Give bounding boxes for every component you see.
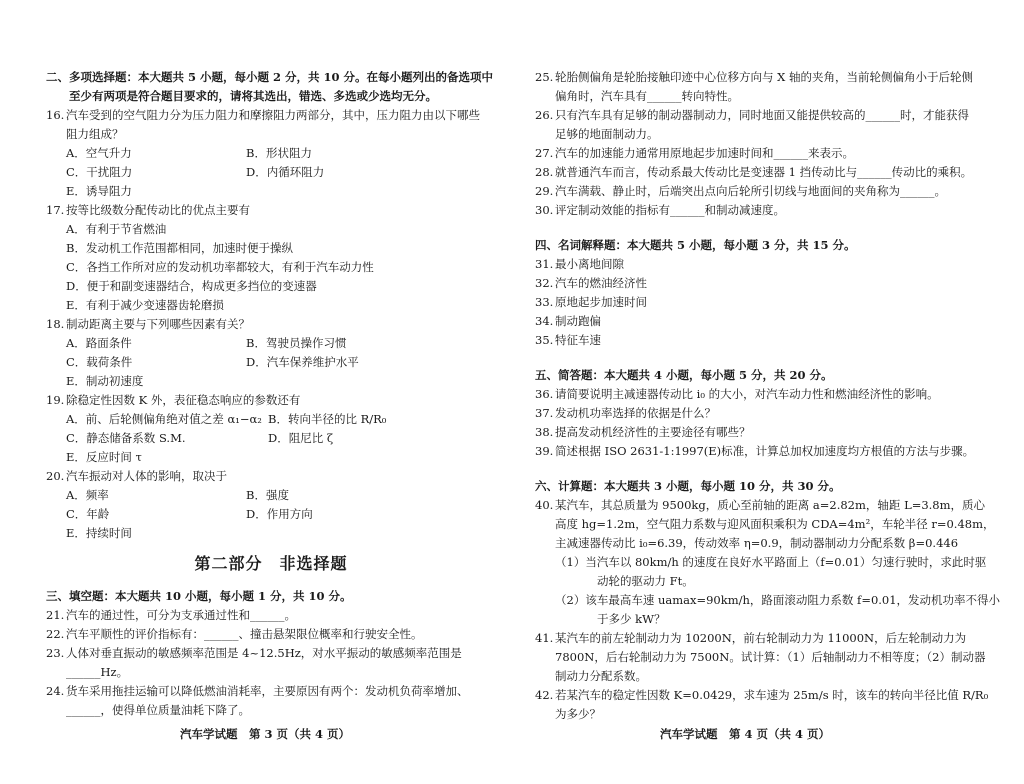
option-row: [46, 429, 496, 448]
question-19: [46, 391, 496, 467]
question-text: 请简要说明主减速器传动比 i₀ 的大小，对汽车动力性和燃油经济性的影响。: [555, 387, 939, 401]
answer-option: B．发动机工作范围都相同，加速时便于操纵: [66, 241, 293, 255]
question-18: [46, 315, 496, 391]
question-29: [535, 182, 1005, 201]
question-text-continued: 偏角时，汽车具有______转向特性。: [555, 89, 739, 103]
question-text: 汽车的通过性，可分为支承通过性和______。: [66, 608, 296, 622]
option-row: [46, 353, 496, 372]
page-3-column: [46, 68, 496, 720]
answer-option: D．内循环阻力: [246, 165, 325, 179]
answer-option: D．汽车保养维护水平: [246, 355, 359, 369]
question-first-line: [535, 182, 1005, 201]
question-number: 27.: [535, 146, 554, 160]
question-20: [46, 467, 496, 543]
option-row: [46, 182, 496, 201]
question-first-line: [46, 644, 496, 663]
question-text: 某汽车的前左轮制动力为 10200N，前右轮制动力为 11000N，后左轮制动力为: [555, 631, 967, 645]
question-first-line: [46, 467, 496, 486]
answer-option: E．反应时间 τ: [66, 450, 142, 464]
part-title: 第二部分 非选择题: [194, 554, 348, 573]
question-first-line: [535, 163, 1005, 182]
question-text: 按等比级数分配传动比的优点主要有: [66, 203, 250, 217]
question-first-line: [535, 255, 1005, 274]
question-number: 40.: [535, 498, 554, 512]
question-first-line: [46, 391, 496, 410]
question-text: 人体对垂直振动的敏感频率范围是 4~12.5Hz，对水平振动的敏感频率范围是: [66, 646, 462, 660]
question-text: 评定制动效能的指标有______和制动减速度。: [555, 203, 785, 217]
answer-option: A．空气升力: [66, 146, 132, 160]
section-heading: [535, 477, 1005, 496]
sub-question: [535, 591, 1005, 629]
question-number: 24.: [46, 684, 65, 698]
question-31: [535, 255, 1005, 274]
question-number: 41.: [535, 631, 554, 645]
question-number: 23.: [46, 646, 65, 660]
option-row: [46, 144, 496, 163]
question-26: [535, 106, 1005, 144]
question-40: [535, 496, 1005, 629]
question-first-line: [535, 404, 1005, 423]
answer-option: B．转向半径的比 R/R₀: [268, 412, 387, 426]
question-number: 19.: [46, 393, 65, 407]
question-first-line: [535, 442, 1005, 461]
question-first-line: [535, 686, 1005, 705]
answer-option: A．频率: [66, 488, 109, 502]
sub-question-line: （2）该车最高车速 uamax=90km/h，路面滚动阻力系数 f=0.01，发动机功率不得小: [555, 593, 1001, 607]
question-text: 就普通汽车而言，传动系最大传动比是变速器 1 挡传动比与______传动比的乘积。: [555, 165, 973, 179]
question-number: 39.: [535, 444, 554, 458]
answer-option: E．有利于减少变速器齿轮磨损: [66, 298, 224, 312]
question-first-line: [535, 331, 1005, 350]
heading-line: 四、名词解释题：本大题共 5 小题，每小题 3 分，共 15 分。: [535, 238, 856, 252]
question-first-line: [535, 496, 1005, 515]
question-text: 汽车振动对人体的影响，取决于: [66, 469, 227, 483]
sub-question-line: 动轮的驱动力 Ft。: [597, 574, 694, 588]
option-row: [46, 258, 496, 277]
question-text: 除稳定性因数 K 外，表征稳态响应的参数还有: [66, 393, 301, 407]
question-text: 汽车满载、静止时，后端突出点向后轮所引切线与地面间的夹角称为______。: [555, 184, 946, 198]
question-text-continued: 足够的地面制动力。: [555, 127, 659, 141]
question-first-line: [535, 423, 1005, 442]
answer-option: E．持续时间: [66, 526, 132, 540]
question-first-line: [535, 385, 1005, 404]
question-text: 发动机功率选择的依据是什么？: [555, 406, 716, 420]
question-text: 原地起步加速时间: [555, 295, 647, 309]
question-number: 38.: [535, 425, 554, 439]
option-row: [46, 163, 496, 182]
question-first-line: [46, 606, 496, 625]
option-row: [46, 296, 496, 315]
section-heading: [535, 236, 1005, 255]
section-heading: [46, 68, 496, 106]
question-number: 36.: [535, 387, 554, 401]
question-number: 31.: [535, 257, 554, 271]
question-number: 42.: [535, 688, 554, 702]
answer-option: A．有利于节省燃油: [66, 222, 167, 236]
option-row: [46, 505, 496, 524]
answer-option: E．制动初速度: [66, 374, 144, 388]
question-number: 37.: [535, 406, 554, 420]
answer-option: C．年龄: [66, 507, 110, 521]
question-number: 29.: [535, 184, 554, 198]
option-row: [46, 486, 496, 505]
question-number: 17.: [46, 203, 65, 217]
page-3-footer: 汽车学试题 第 3 页（共 4 页）: [180, 727, 351, 741]
answer-option: D．便于和副变速器结合，构成更多挡位的变速器: [66, 279, 317, 293]
question-number: 25.: [535, 70, 554, 84]
sub-question-line: （1）当汽车以 80km/h 的速度在良好水平路面上（f=0.01）匀速行驶时，求此时驱: [555, 555, 987, 569]
question-number: 34.: [535, 314, 554, 328]
question-28: [535, 163, 1005, 182]
question-35: [535, 331, 1005, 350]
question-number: 22.: [46, 627, 65, 641]
answer-option: B．驾驶员操作习惯: [246, 336, 347, 350]
question-text: 汽车的加速能力通常用原地起步加速时间和______来表示。: [555, 146, 854, 160]
option-row: [46, 239, 496, 258]
heading-line: 三、填空题：本大题共 10 小题，每小题 1 分，共 10 分。: [46, 589, 352, 603]
question-text: 汽车的燃油经济性: [555, 276, 647, 290]
heading-line: 六、计算题：本大题共 3 小题，每小题 10 分，共 30 分。: [535, 479, 841, 493]
question-text: 特征车速: [555, 333, 601, 347]
answer-option: A．前、后轮侧偏角绝对值之差 α₁−α₂: [66, 412, 262, 426]
question-number: 35.: [535, 333, 554, 347]
question-text: 制动跑偏: [555, 314, 601, 328]
question-number: 16.: [46, 108, 65, 122]
question-16: [46, 106, 496, 201]
question-text: 轮胎侧偏角是轮胎接触印迹中心位移方向与 X 轴的夹角，当前轮侧偏角小于后轮侧: [555, 70, 973, 84]
question-first-line: [535, 293, 1005, 312]
question-37: [535, 404, 1005, 423]
question-36: [535, 385, 1005, 404]
question-33: [535, 293, 1005, 312]
question-first-line: [46, 201, 496, 220]
question-number: 26.: [535, 108, 554, 122]
answer-option: C．各挡工作所对应的发动机功率都较大，有利于汽车动力性: [66, 260, 374, 274]
question-text: 最小离地间隙: [555, 257, 624, 271]
sub-question-line: 于多少 kW？: [597, 612, 666, 626]
option-row: [46, 372, 496, 391]
question-text-continued: ______，使得单位质量油耗下降了。: [66, 703, 250, 717]
question-text: 简述根据 ISO 2631-1:1997(E)标准，计算总加权加速度均方根值的方法与步骤。: [555, 444, 975, 458]
option-row: [46, 448, 496, 467]
answer-option: E．诱导阻力: [66, 184, 132, 198]
sub-question: [535, 553, 1005, 591]
question-text-continued: 制动力分配系数。: [555, 669, 647, 683]
question-number: 21.: [46, 608, 65, 622]
answer-option: D．阻尼比 ζ: [268, 431, 334, 445]
question-text-continued: 阻力组成？: [66, 127, 124, 141]
answer-option: D．作用方向: [246, 507, 313, 521]
question-first-line: [46, 106, 496, 125]
question-24: [46, 682, 496, 720]
question-first-line: [535, 629, 1005, 648]
question-25: [535, 68, 1005, 106]
question-first-line: [46, 682, 496, 701]
question-38: [535, 423, 1005, 442]
question-39: [535, 442, 1005, 461]
question-number: 33.: [535, 295, 554, 309]
option-row: [46, 410, 496, 429]
question-first-line: [46, 625, 496, 644]
answer-option: C．载荷条件: [66, 355, 133, 369]
page-4-column: [535, 68, 1005, 724]
section-heading: [46, 587, 496, 606]
question-text: 货车采用拖挂运输可以降低燃油消耗率，主要原因有两个：发动机负荷率增加、: [66, 684, 469, 698]
question-text: 制动距离主要与下列哪些因素有关？: [66, 317, 250, 331]
question-32: [535, 274, 1005, 293]
question-17: [46, 201, 496, 315]
question-first-line: [535, 144, 1005, 163]
question-34: [535, 312, 1005, 331]
page-4-footer: 汽车学试题 第 4 页（共 4 页）: [660, 727, 831, 741]
question-number: 20.: [46, 469, 65, 483]
question-text: 提高发动机经济性的主要途径有哪些？: [555, 425, 751, 439]
question-first-line: [535, 312, 1005, 331]
option-row: [46, 277, 496, 296]
question-first-line: [535, 68, 1005, 87]
question-22: [46, 625, 496, 644]
question-text-continued: 为多少？: [555, 707, 601, 721]
question-first-line: [46, 315, 496, 334]
option-row: [46, 524, 496, 543]
question-text-continued: 主减速器传动比 i₀=6.39，传动效率 η=0.9，制动器制动力分配系数 β=0.446: [555, 536, 959, 550]
question-number: 18.: [46, 317, 65, 331]
answer-option: C．干扰阻力: [66, 165, 133, 179]
question-text: 汽车平顺性的评价指标有：______、撞击悬架限位概率和行驶安全性。: [66, 627, 423, 641]
option-row: [46, 220, 496, 239]
question-text-continued: ______Hz。: [66, 665, 129, 679]
question-text: 只有汽车具有足够的制动器制动力，同时地面又能提供较高的______时，才能获得: [555, 108, 969, 122]
heading-line: 至少有两项是符合题目要求的，请将其选出，错选、多选或少选均无分。: [46, 89, 437, 103]
question-27: [535, 144, 1005, 163]
answer-option: C．静态储备系数 S.M.: [66, 431, 186, 445]
answer-option: B．形状阻力: [246, 146, 312, 160]
question-30: [535, 201, 1005, 220]
question-number: 28.: [535, 165, 554, 179]
question-text-continued: 7800N，后右轮制动力为 7500N。试计算：（1）后轴制动力不相等度；（2）制动器: [555, 650, 986, 664]
question-21: [46, 606, 496, 625]
question-first-line: [535, 106, 1005, 125]
question-23: [46, 644, 496, 682]
question-42: [535, 686, 1005, 724]
question-text: 汽车受到的空气阻力分为压力阻力和摩擦阻力两部分，其中，压力阻力由以下哪些: [66, 108, 480, 122]
answer-option: A．路面条件: [66, 336, 132, 350]
option-row: [46, 334, 496, 353]
question-41: [535, 629, 1005, 686]
question-text-continued: 高度 hg=1.2m，空气阻力系数与迎风面积乘积为 CDA=4m²，车轮半径 r=0.48m，: [555, 517, 995, 531]
question-number: 30.: [535, 203, 554, 217]
question-text: 若某汽车的稳定性因数 K=0.0429，求车速为 25m/s 时，该车的转向半径比值 R/R₀: [555, 688, 989, 702]
question-first-line: [535, 201, 1005, 220]
section-heading: [535, 366, 1005, 385]
question-number: 32.: [535, 276, 554, 290]
question-text: 某汽车，其总质量为 9500kg，质心至前轴的距离 a=2.82m，轴距 L=3.8m，质心: [555, 498, 986, 512]
heading-line: 二、多项选择题：本大题共 5 小题，每小题 2 分，共 10 分。在每小题列出的备选项中: [46, 70, 494, 84]
answer-option: B．强度: [246, 488, 289, 502]
question-first-line: [535, 274, 1005, 293]
heading-line: 五、简答题：本大题共 4 小题，每小题 5 分，共 20 分。: [535, 368, 833, 382]
